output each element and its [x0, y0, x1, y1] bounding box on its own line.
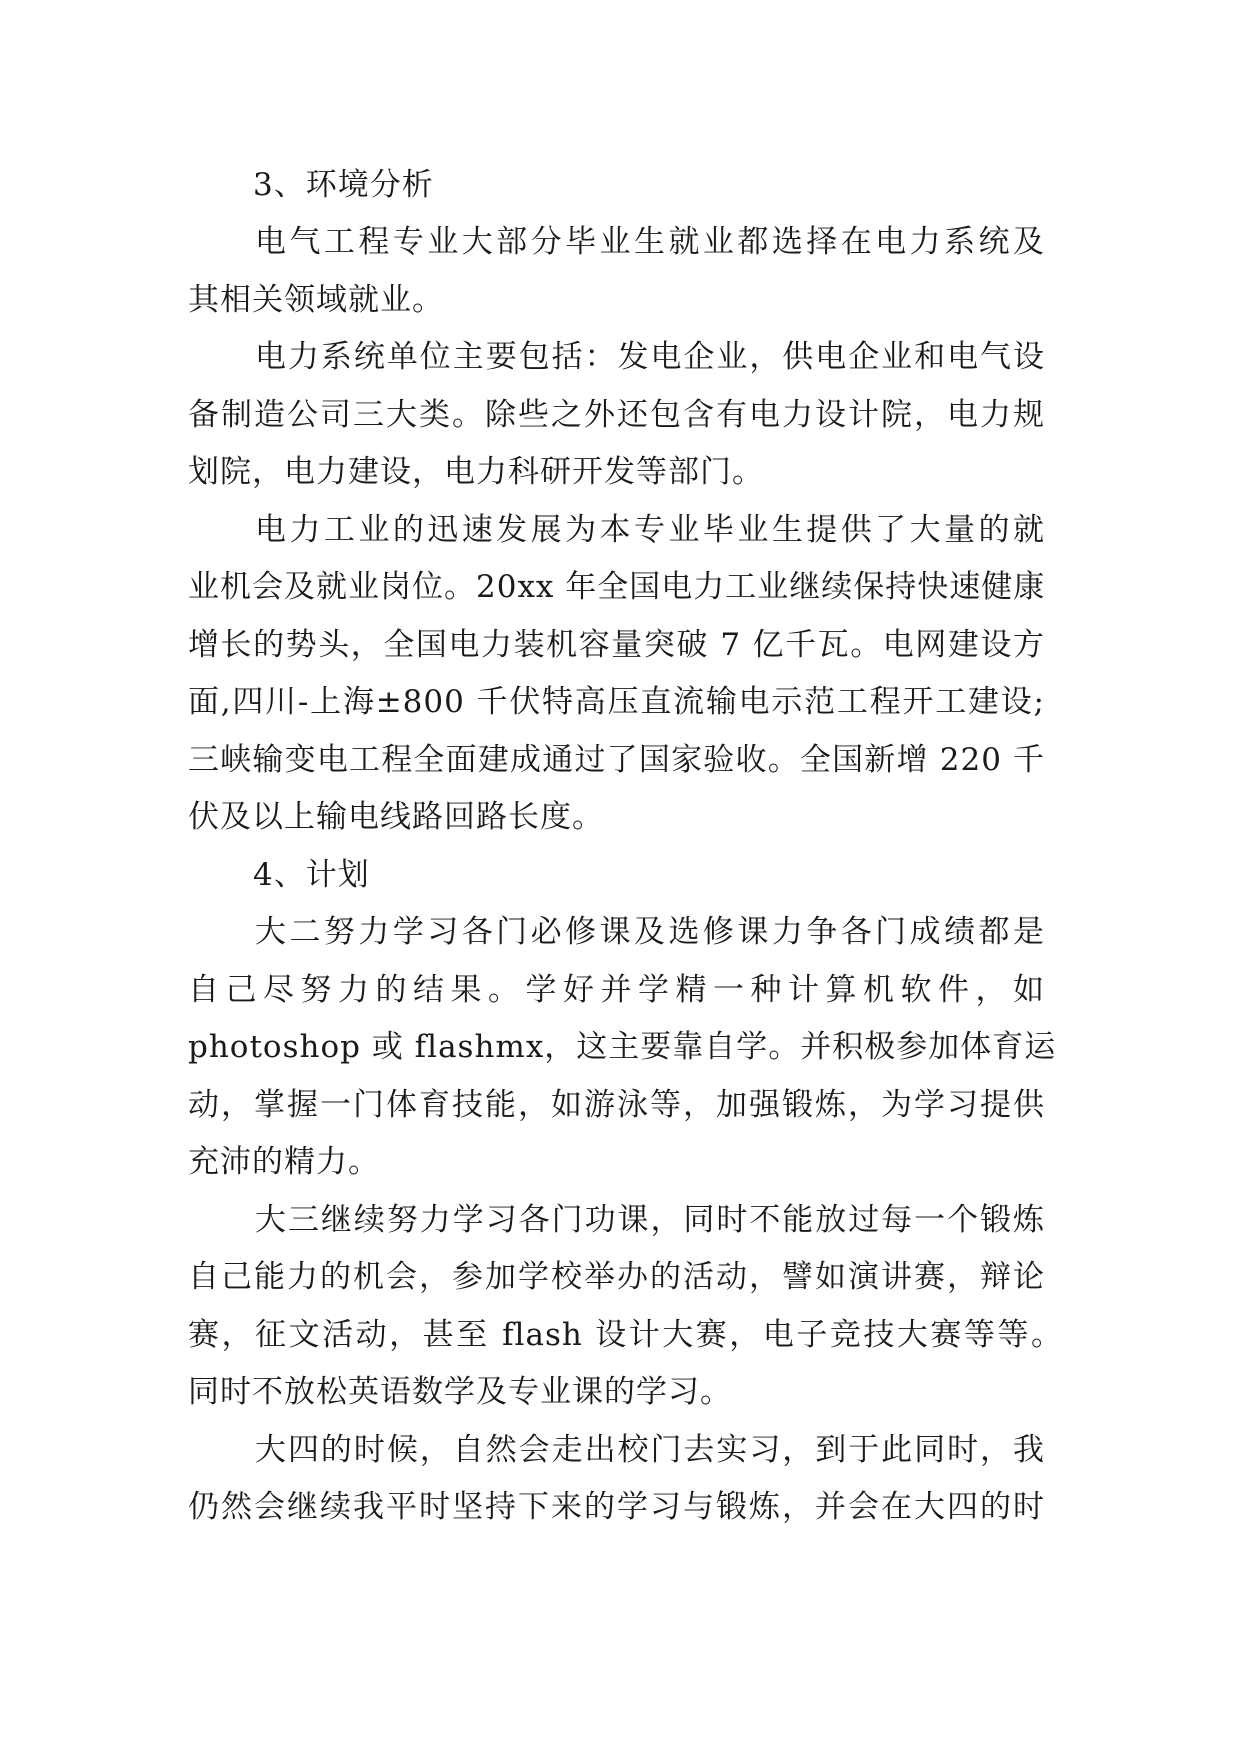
paragraph-line: 大二努力学习各门必修课及选修课力争各门成绩都是 [255, 914, 1045, 950]
paragraph-line: photoshop 或 flashmx，这主要靠自学。并积极参加体育运 [188, 1029, 1057, 1065]
paragraph-line: 三峡输变电工程全面建成通过了国家验收。全国新增 220 千 [188, 742, 1045, 778]
paragraph-line: 增长的势头，全国电力装机容量突破 7 亿千瓦。电网建设方 [188, 627, 1045, 663]
paragraph-line: 仍然会继续我平时坚持下来的学习与锻炼，并会在大四的时 [188, 1489, 1045, 1525]
section-heading-environment: 3、环境分析 [253, 167, 434, 203]
paragraph-line: 动，掌握一门体育技能，如游泳等，加强锻炼，为学习提供 [188, 1087, 1045, 1123]
paragraph-line: 同时不放松英语数学及专业课的学习。 [188, 1374, 732, 1410]
paragraph-line: 赛，征文活动，甚至 flash 设计大赛，电子竞技大赛等等。 [188, 1317, 1063, 1353]
paragraph-line: 其相关领域就业。 [188, 282, 444, 318]
paragraph-line: 自己尽努力的结果。学好并学精一种计算机软件，如 [188, 972, 1045, 1008]
section-heading-plan: 4、计划 [253, 857, 370, 893]
paragraph-line: 电力系统单位主要包括：发电企业，供电企业和电气设 [255, 339, 1045, 375]
paragraph-line: 伏及以上输电线路回路长度。 [188, 799, 604, 835]
paragraph-line: 电气工程专业大部分毕业生就业都选择在电力系统及 [255, 224, 1045, 260]
paragraph-line: 面,四川-上海±800 千伏特高压直流输电示范工程开工建设; [188, 684, 1045, 720]
paragraph-line: 业机会及就业岗位。20xx 年全国电力工业继续保持快速健康 [188, 569, 1046, 605]
paragraph-line: 大四的时候，自然会走出校门去实习，到于此同时，我 [255, 1432, 1045, 1468]
paragraph-line: 自己能力的机会，参加学校举办的活动，譬如演讲赛，辩论 [188, 1259, 1045, 1295]
paragraph-line: 划院，电力建设，电力科研开发等部门。 [188, 454, 764, 490]
paragraph-line: 电力工业的迅速发展为本专业毕业生提供了大量的就 [255, 512, 1045, 548]
paragraph-line: 备制造公司三大类。除些之外还包含有电力设计院，电力规 [188, 397, 1045, 433]
paragraph-line: 充沛的精力。 [188, 1144, 380, 1180]
paragraph-line: 大三继续努力学习各门功课，同时不能放过每一个锻炼 [255, 1202, 1045, 1238]
